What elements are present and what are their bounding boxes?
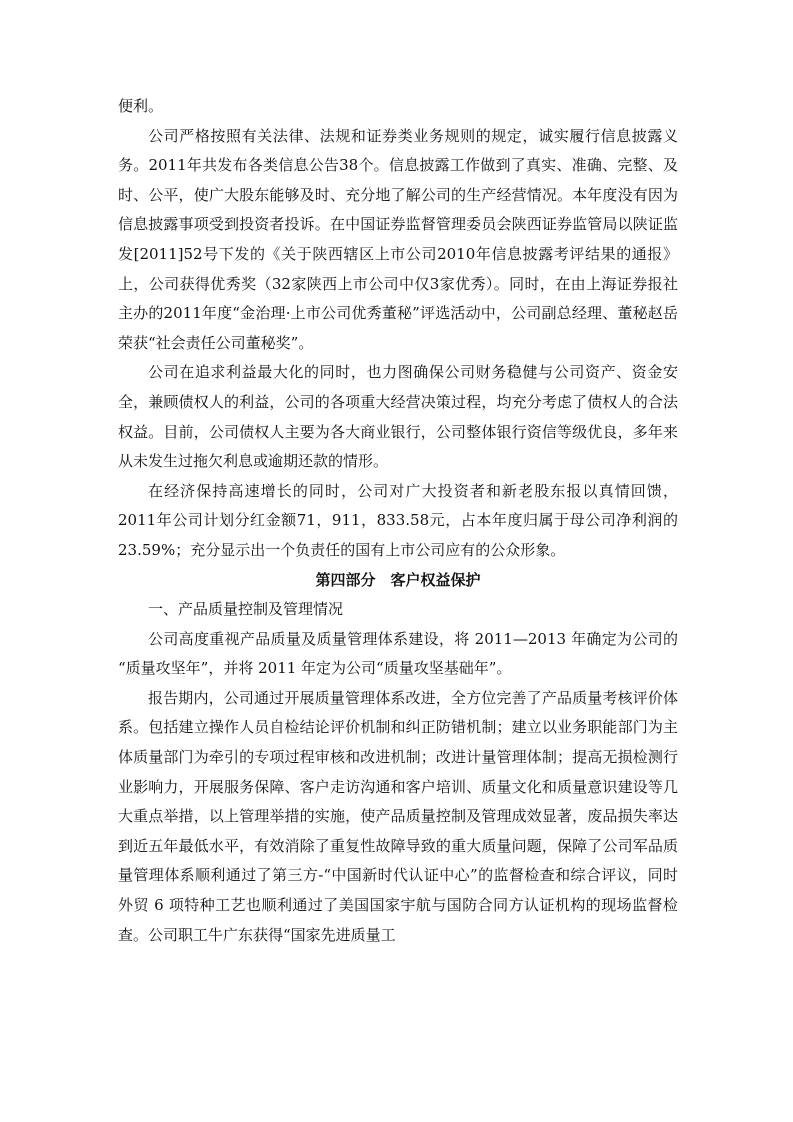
paragraph-creditor-rights: 公司在追求利益最大化的同时，也力图确保公司财务稳健与公司资产、资金安全，兼顾债权人的利益，公司的各项重大经营决策过程，均充分考虑了债权人的合法权益。目前，公司债权人主要为各大商业银行，公司整体银行资信等级优良，多年来从未发生过拖欠利息或逾期还款的情形。 [118, 363, 678, 471]
paragraph-quality-year: 公司高度重视产品质量及质量管理体系建设，将 2011—2013 年确定为公司的 “质量攻坚年”，并将 2011 年定为公司“质量攻坚基础年”。 [118, 629, 678, 678]
paragraph-continuation: 便利。 [118, 97, 164, 115]
paragraph-dividend: 在经济保持高速增长的同时，公司对广大投资者和新老股东报以真情回馈，2011年公司计划分红金额71，911，833.58元，占本年度归属于母公司净利润的23.59%；充分显示出一个负责任的国有上市公司应有的公众形象。 [118, 481, 678, 559]
paragraph-information-disclosure: 公司严格按照有关法律、法规和证券类业务规则的规定，诚实履行信息披露义务。2011年共发布各类信息公告38个。信息披露工作做到了真实、准确、完整、及时、公平，使广大股东能够及时、充分地了解公司的生产经营情况。本年度没有因为信息披露事项受到投资者投诉。在中国证券监督管理委员会陕西证券监管局以陕证监发[2011]52号下发的《关于陕西辖区上市公司2010年信息披露考评结果的通报》上，公司获得优秀奖（32家陕西上市公司中仅3家优秀）。同时，在由上海证券报社主办的2011年度“金治理·上市公司优秀董秘”评选活动中，公司副总经理、董秘赵岳荣获“社会责任公司董秘奖”。 [118, 126, 678, 352]
subsection-heading: 一、产品质量控制及管理情况 [148, 600, 344, 619]
section-heading: 第四部分 客户权益保护 [315, 570, 481, 589]
paragraph-quality-system: 报告期内，公司通过开展质量管理体系改进，全方位完善了产品质量考核评价体系。包括建立操作人员自检结论评价机制和纠正防错机制；建立以业务职能部门为主体质量部门为牵引的专项过程审核和改进机制；改进计量管理体制；提高无损检测行业影响力，开展服务保障、客户走访沟通和客户培训、质量文化和质量意识建设等几大重点举措，以上管理举措的实施，使产品质量控制及管理成效显著，废品损失率达到近五年最低水平，有效消除了重复性故障导致的重大质量问题，保障了公司军品质量管理体系顺利通过了第三方-“中国新时代认证中心”的监督检查和综合评议，同时外贸 6 项特种工艺也顺利通过了美国国家宇航与国防合同方认证机构的现场监督检查。公司职工牛广东获得“国家先进质量工 [118, 688, 678, 944]
document-body [118, 92, 678, 950]
